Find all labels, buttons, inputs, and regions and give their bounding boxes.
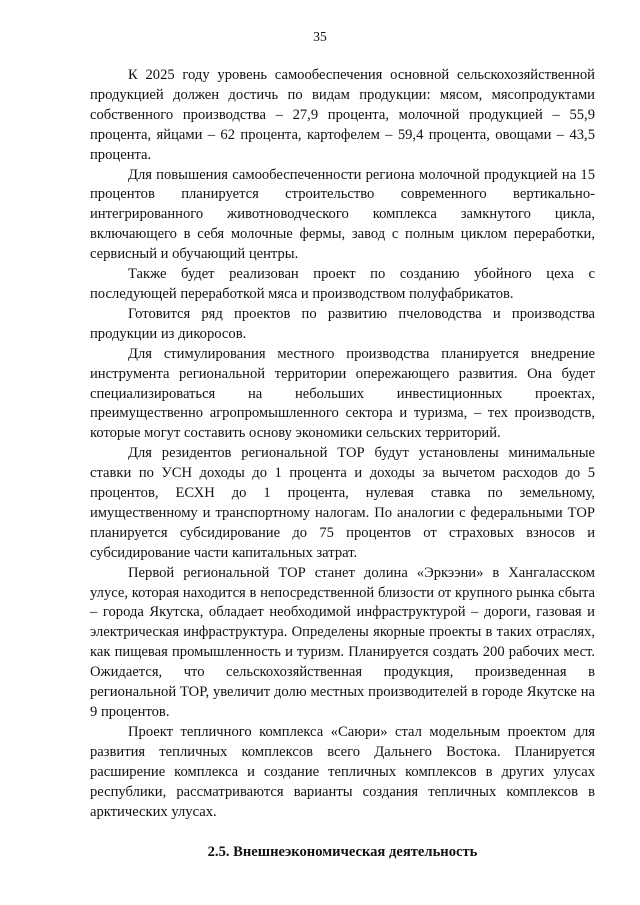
paragraph-self-sufficiency-targets: К 2025 году уровень самообеспечения основной сельскохозяйственной продукцией должен достичь по видам продукции: мясом, мясопродуктами собственного производства – 27,9 процента, молочной продукцией – 55,9 процента, яйцами – 62 процента, картофелем – 59,4 процента, овощами – 43,5 процента. [90,67,595,163]
paragraph-regional-tor: Для стимулирования местного производства планируется внедрение инструмента региональной территории опережающего развития. Она будет специализироваться на небольших инвестиционных проектах, преимущественно агропромышленного сектора и туризма, – тех производств, которые могут составить основу экономики сельских территорий. [90,345,595,442]
paragraph-sayuri-greenhouse: Проект тепличного комплекса «Саюри» стал модельным проектом для развития тепличных комплексов всего Дальнего Востока. Планируется расширение комплекса и создание тепличных комплексов в других улусах республики, рассматриваются варианты создания тепличных комплексов в арктических улусах. [90,723,595,820]
page-body [90,66,595,862]
paragraph-slaughterhouse: Также будет реализован проект по созданию убойного цеха с последующей переработкой мяса и производством полуфабрикатов. [90,266,595,302]
page-number: 35 [313,29,327,44]
paragraph-dairy-complex: Для повышения самообеспеченности региона молочной продукцией на 15 процентов планируется строительство современного вертикально-интегрированного животноводческого комплекса замкнутого цикла, включающего в себя молочные фермы, завод с полным циклом переработки, сервисный и обучающий центры. [90,166,595,263]
paragraph-beekeeping: Готовится ряд проектов по развитию пчеловодства и производства продукции из дикоросов. [90,305,595,342]
section-heading: 2.5. Внешнеэкономическая деятельность [207,844,478,861]
paragraph-erkeeni-valley: Первой региональной ТОР станет долина «Эркээни» в Хангаласском улусе, которая находится в непосредственной близости от крупного рынка сбыта – города Якутска, обладает необходимой инфраструктурой – дороги, газовая и электрическая инфраструктура. Определены якорные проекты в таких отраслях, как пищевая промышленность и туризм. Планируется создать 200 рабочих мест. Ожидается, что сельскохозяйственная продукция, произведенная в региональной ТОР, увеличит долю местных производителей в городе Якутске на 9 процентов. [90,564,595,720]
paragraph-tor-tax-rates: Для резидентов региональной ТОР будут установлены минимальные ставки по УСН доходы до 1 процента и доходы за вычетом расходов до 5 процентов, ЕСХН до 1 процента, нулевая ставка по земельному, имущественному и транспортному налогам. По аналогии с федеральными ТОР планируется субсидирование до 75 процентов от страховых взносов и субсидирование части капитальных затрат. [90,445,595,561]
